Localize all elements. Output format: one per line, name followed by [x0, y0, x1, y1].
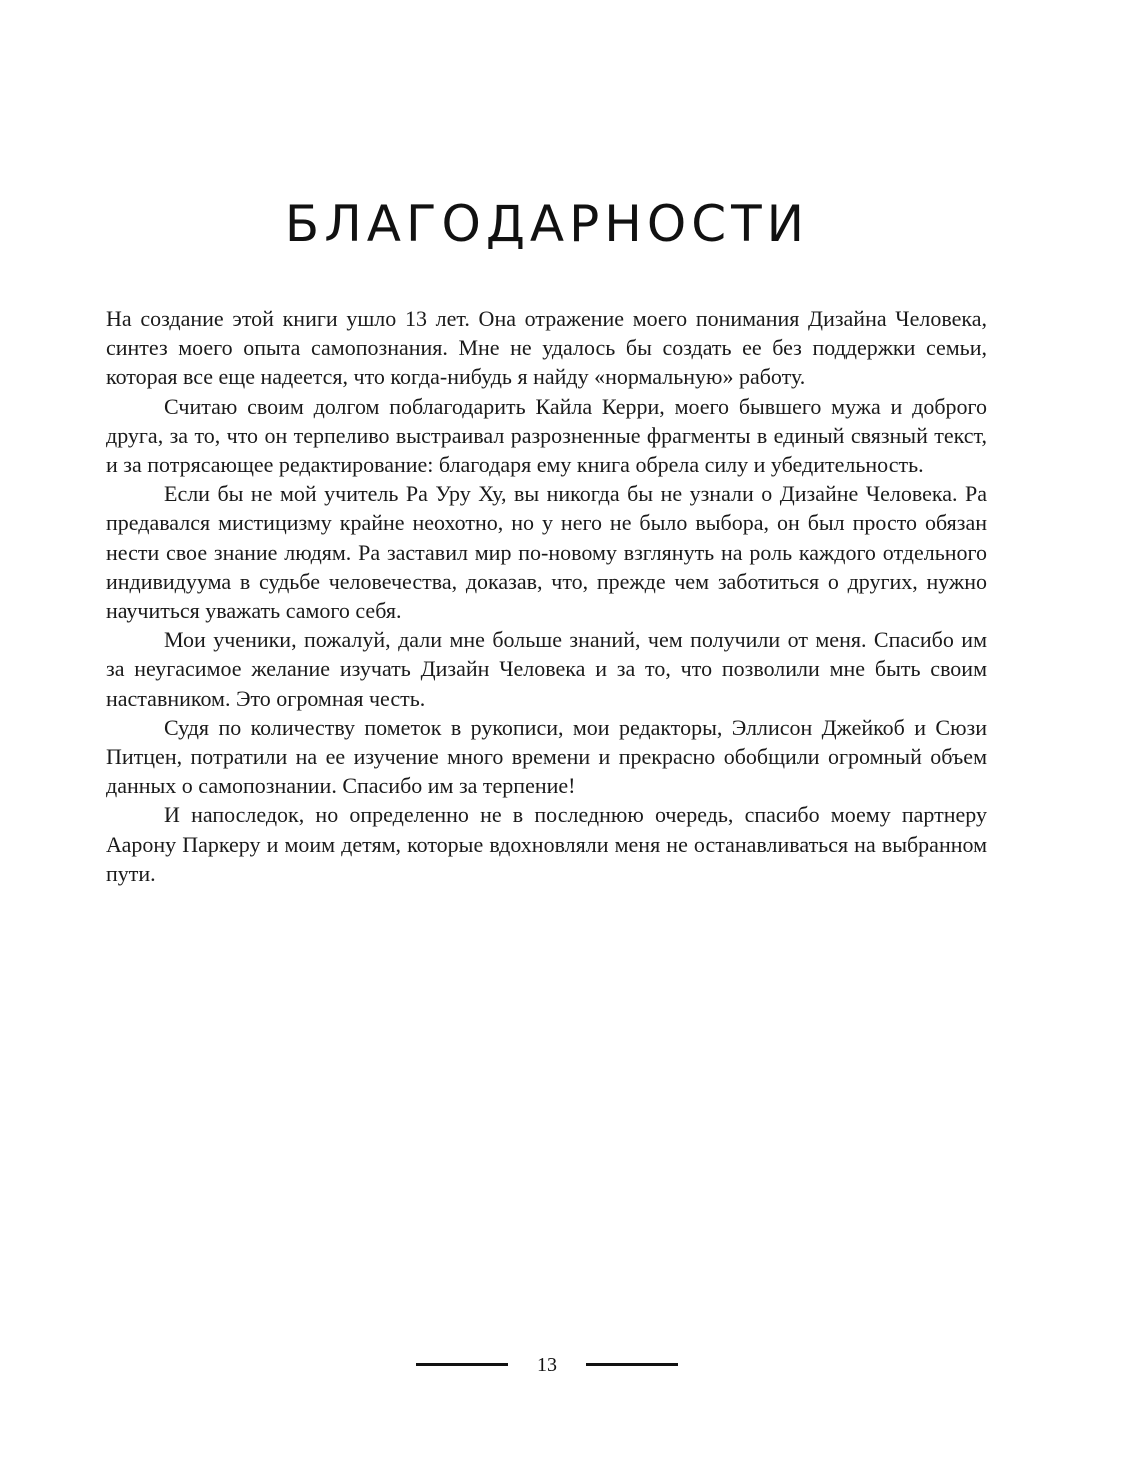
paragraph-3: Если бы не мой учитель Ра Уру Ху, вы никогда бы не узнали о Дизайне Человека. Ра предавался мистицизму крайне неохотно, но у него не было выбора, он был просто обязан нести свое знание людям. Ра заставил мир по-новому взглянуть на роль каждого отдельного индивидуума в судьбе человечества, доказав, что, прежде чем заботиться о других, нужно научиться уважать самого себя. [106, 481, 987, 624]
paragraph-1: На создание этой книги ушло 13 лет. Она отражение моего понимания Дизайна Человека, синтез моего опыта самопознания. Мне не удалось бы создать ее без поддержки семьи, которая все еще надеется, что когда-нибудь я найду «нормальную» работу. [106, 306, 987, 390]
paragraph-5: Судя по количеству пометок в рукописи, мои редакторы, Эллисон Джейкоб и Сюзи Питцен, потратили на ее изучение много времени и прекрасно обобщили огромный объем данных о самопознании. Спасибо им за терпение! [106, 714, 987, 799]
page-footer [0, 1352, 1094, 1382]
footer-rule-right [586, 1363, 678, 1366]
acknowledgements-text [106, 304, 987, 888]
footer-rule-left [416, 1363, 508, 1366]
page-number: 13 [537, 1354, 557, 1376]
paragraph-6: И напоследок, но определенно не в последнюю очередь, спасибо моему партнеру Аарону Паркеру и моим детям, которые вдохновляли меня не останавливаться на выбранном пути. [106, 802, 987, 886]
paragraph-4: Мои ученики, пожалуй, дали мне больше знаний, чем получили от меня. Спасибо им за неугасимое желание изучать Дизайн Человека и за то, что позволили мне быть своим наставником. Это огромная честь. [106, 627, 987, 711]
paragraph-2: Считаю своим долгом поблагодарить Кайла Керри, моего бывшего мужа и доброго друга, за то, что он терпеливо выстраивал разрозненные фрагменты в единый связный текст, и за потрясающее редактирование: благодаря ему книга обрела силу и убедительность. [106, 393, 987, 478]
page-title: БЛАГОДАРНОСТИ [284, 195, 810, 253]
